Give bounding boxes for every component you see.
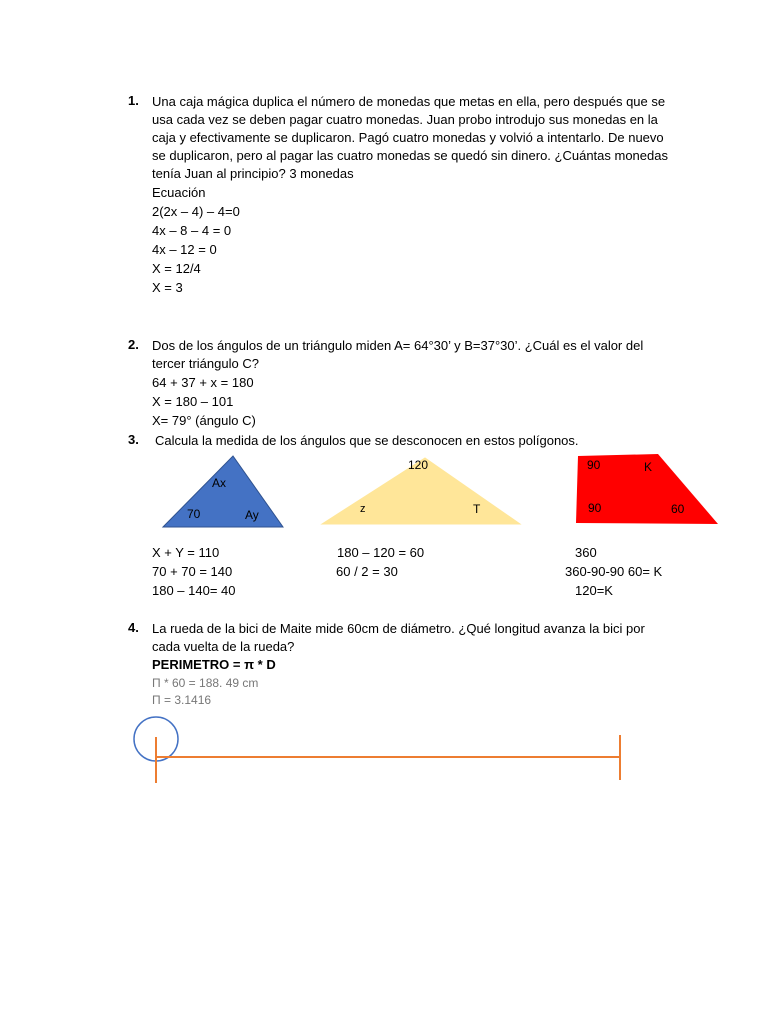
q1-line-5: X = 3 <box>152 280 183 295</box>
blue-label-ay: Ay <box>245 508 259 522</box>
q1-line-0: Ecuación <box>152 185 206 200</box>
q1-line-2: 4x – 8 – 4 = 0 <box>152 223 232 238</box>
q1-line-1: 2(2x – 4) – 4=0 <box>152 204 240 219</box>
red-label-k: K <box>644 460 653 474</box>
red-label-60: 60 <box>671 502 685 516</box>
question-4-number: 4. <box>128 620 139 635</box>
q1-line-3: 4x – 12 = 0 <box>152 242 217 257</box>
question-3-number: 3. <box>128 432 139 447</box>
blue-triangle <box>163 456 283 527</box>
question-1-text: Una caja mágica duplica el número de monedas que metas en ella, pero después que se usa cada vez se deben pagar cuatro monedas. Juan probo introdujo sus monedas en la caja y efectivamente se duplicaron. Pagó cuatro monedas y volvió a intentarlo. De nuevo se duplicaron, pero al pagar las cuatro monedas se quedó sin dinero. ¿Cuántas monedas tenía Juan al principio? 3 monedas <box>152 94 668 181</box>
yellow-label-t: T <box>473 502 481 516</box>
q2-line-0: 64 + 37 + x = 180 <box>152 375 254 390</box>
yellow-label-120: 120 <box>408 458 429 472</box>
q4-formula: PERIMETRO = π * D <box>152 657 276 672</box>
calc-blue-0: X + Y = 110 <box>152 545 220 560</box>
question-1-number: 1. <box>128 93 139 108</box>
calc-blue-2: 180 – 140= 40 <box>152 583 236 598</box>
q2-line-1: X = 180 – 101 <box>152 394 234 409</box>
calc-yellow-1: 60 / 2 = 30 <box>336 564 398 579</box>
question-2-number: 2. <box>128 337 139 352</box>
q4-line-2: Π = 3.1416 <box>152 693 212 707</box>
calc-red-2: 120=K <box>575 583 613 598</box>
q4-line-1: Π * 60 = 188. 49 cm <box>152 676 259 690</box>
calc-red-0: 360 <box>575 545 597 560</box>
calc-yellow-0: 180 – 120 = 60 <box>337 545 425 560</box>
red-label-90-bottom: 90 <box>588 501 602 515</box>
q1-line-4: X = 12/4 <box>152 261 201 276</box>
yellow-label-z: z <box>360 503 366 515</box>
q2-line-2: X= 79° (ángulo C) <box>152 413 256 428</box>
blue-label-ax: Ax <box>212 476 227 490</box>
calc-red-1: 360-90-90 60= K <box>565 564 663 579</box>
red-label-90-top: 90 <box>587 458 601 472</box>
blue-label-70: 70 <box>187 507 201 521</box>
question-3-text: Calcula la medida de los ángulos que se desconocen en estos polígonos. <box>155 433 579 448</box>
question-2-text: Dos de los ángulos de un triángulo miden A= 64°30’ y B=37°30’. ¿Cuál es el valor del tercer triángulo C? <box>152 338 644 371</box>
question-4-text: La rueda de la bici de Maite mide 60cm de diámetro. ¿Qué longitud avanza la bici por cada vuelta de la rueda? <box>152 621 645 654</box>
calc-blue-1: 70 + 70 = 140 <box>152 564 233 579</box>
